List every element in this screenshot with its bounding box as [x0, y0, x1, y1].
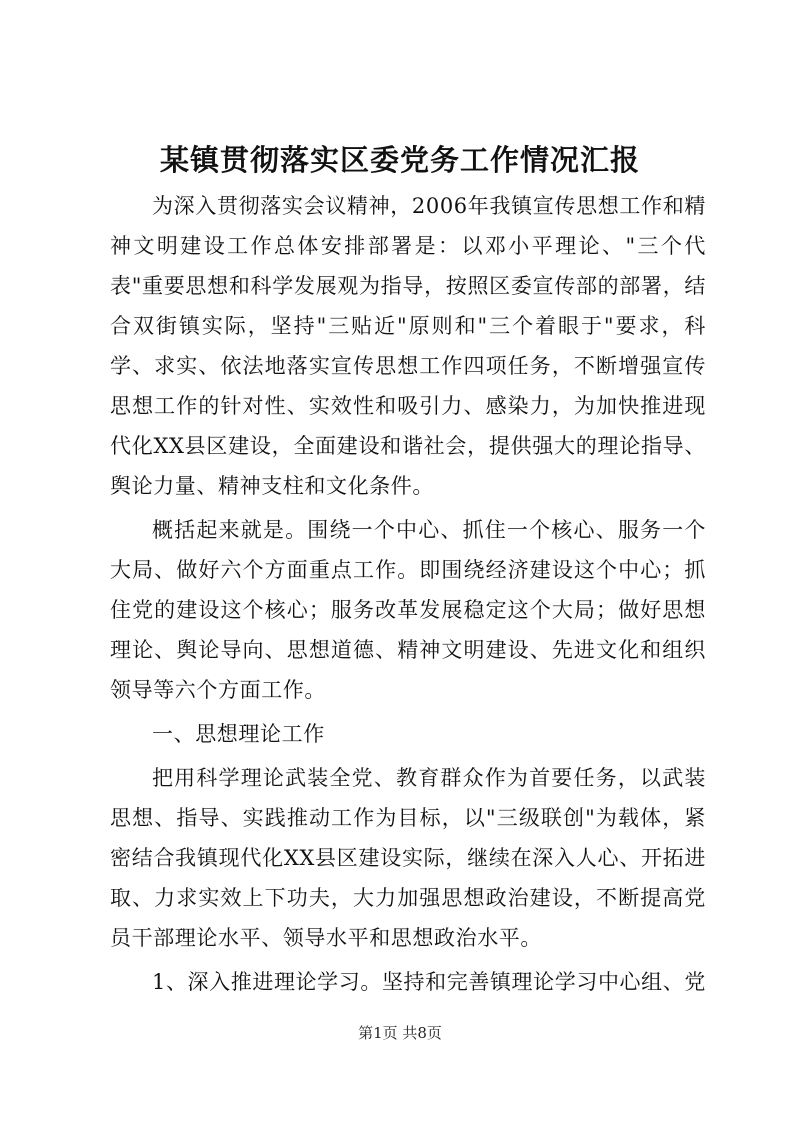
- paragraph-intro: 为深入贯彻落实会议精神，2006年我镇宣传思想工作和精神文明建设工作总体安排部署是：以邓小平理论、"三个代表"重要思想和科学发展观为指导，按照区委宣传部的部署，结合双街镇实际，坚持"三贴近"原则和"三个着眼于"要求，科学、求实、依法地落实宣传思想工作四项任务，不断增强宣传思想工作的针对性、实效性和吸引力、感染力，为加快推进现代化XX县区建设，全面建设和谐社会，提供强大的理论指导、舆论力量、精神支柱和文化条件。: [110, 194, 706, 498]
- document-body: [110, 186, 706, 1002]
- paragraph-theory: 把用科学理论武装全党、教育群众作为首要任务，以武装思想、指导、实践推动工作为目标，以"三级联创"为载体，紧密结合我镇现代化XX县区建设实际，继续在深入人心、开拓进取、力求实效上下功夫，大力加强思想政治建设，不断提高党员干部理论水平、领导水平和思想政治水平。: [110, 766, 706, 950]
- paragraph-summary: 概括起来就是。围绕一个中心、抓住一个核心、服务一个大局、做好六个方面重点工作。即围绕经济建设这个中心；抓住党的建设这个核心；服务改革发展稳定这个大局；做好思想理论、舆论导向、思想道德、精神文明建设、先进文化和组织领导等六个方面工作。: [110, 518, 706, 702]
- page-footer: 第1页 共8页: [358, 1024, 442, 1042]
- section-heading-theory: 一、思想理论工作: [152, 722, 325, 746]
- paragraph-study: 1、深入推进理论学习。坚持和完善镇理论学习中心组、党: [152, 970, 706, 994]
- document-title: 某镇贯彻落实区委党务工作情况汇报: [159, 143, 640, 177]
